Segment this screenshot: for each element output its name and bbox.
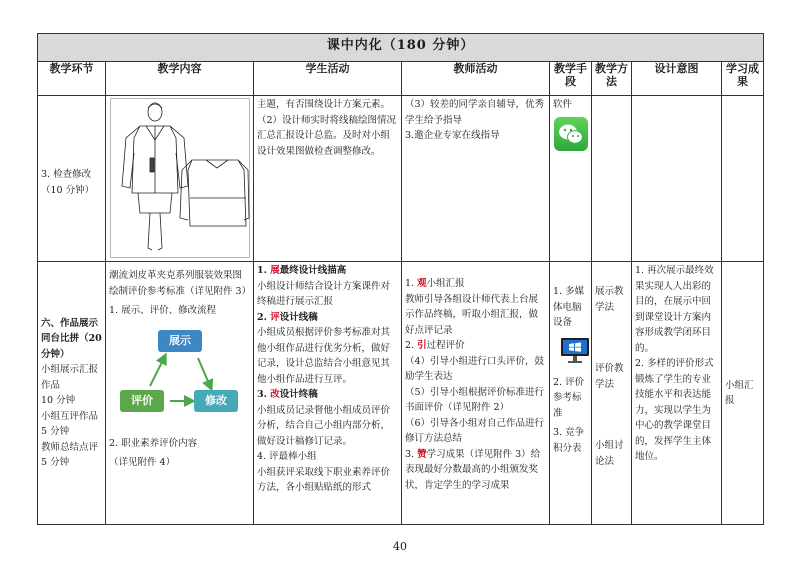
header-outcome: 学习成果 — [722, 62, 764, 96]
row1-content-cell — [106, 96, 254, 262]
row1-segment: 3. 检查修改（10 分钟） — [41, 169, 95, 196]
header-segment: 教学环节 — [38, 62, 106, 96]
header-student: 学生活动 — [254, 62, 402, 96]
row1-student-line: 主题，有否围绕设计方案元素。 — [257, 99, 391, 110]
diagram-revise-box: 修改 — [194, 390, 238, 412]
row2-student-cell — [254, 262, 402, 525]
header-means: 教学手段 — [550, 62, 592, 96]
row2-intent-cell — [632, 262, 722, 525]
row2-segment-line: 小组展示汇报作品 — [41, 364, 99, 391]
student-p1: 小组设计师结合设计方案课件对终稿进行展示汇报 — [257, 280, 391, 307]
row1-intent-cell — [632, 96, 722, 262]
row1-teacher-cell — [402, 96, 550, 262]
means-item: 1. 多媒体电脑设备 — [553, 286, 585, 328]
teacher-h1-rest: 小组汇报 — [426, 278, 465, 289]
teacher-p1: 教师引导各组设计师代表上台展示作品终稿，听取小组汇报，做好点评记录 — [405, 293, 539, 336]
row2-segment-line: 教师总结点评 5 分钟 — [41, 441, 99, 468]
student-h4: 4. 评最棒小组 — [257, 451, 317, 462]
teacher-h3-rest: 学习成果（详见附件 3）给表现最好分数最高的小组颁发奖状，肯定学生的学习成果 — [405, 448, 541, 491]
intent-item: 2. 多样的评价形式锻炼了学生的专业技能水平和表达能力，实现以学生为中心的教学课堂目的，发挥学生主体地位。 — [635, 358, 714, 462]
header-method: 教学方法 — [592, 62, 632, 96]
student-h3-keyword: 改 — [270, 389, 280, 400]
means-item: 3. 竞争积分表 — [553, 427, 585, 454]
row2-content-item2-note: （详见附件 4） — [109, 457, 176, 468]
header-content: 教学内容 — [106, 62, 254, 96]
student-p3: 小组成员记录督他小组成员评价分析，结合自己小组内部分析，做好设计稿修订记录。 — [257, 404, 391, 447]
table-row — [38, 96, 764, 262]
row2-content-item2: 2. 职业素养评价内容 — [109, 437, 198, 449]
intent-item: 1. 再次展示最终效果实现人人出彩的目的，在展示中回到课堂设计方案内容形成教学闭环目的。 — [635, 265, 714, 354]
student-h2-keyword: 评 — [270, 311, 280, 323]
row2-content-cell — [106, 262, 254, 525]
page-number: 40 — [393, 540, 407, 553]
header-intent: 设计意图 — [632, 62, 722, 96]
teacher-h3-prefix: 3. — [405, 448, 418, 460]
teacher-h1-keyword: 观 — [417, 278, 427, 289]
diagram-show-box: 展示 — [158, 330, 202, 352]
teacher-h2-rest: 过程评价 — [426, 340, 465, 351]
row2-outcome-cell — [722, 262, 764, 525]
student-h1-rest: 最终设计线描高 — [279, 265, 347, 276]
teacher-p2c: （6）引导各小组对自己作品进行修订方法总结 — [405, 417, 545, 444]
row1-means-label: 软件 — [553, 99, 573, 110]
student-p4: 小组获评采取线下职业素养评价方法，各小组贴贴纸的形式 — [257, 466, 391, 493]
student-h3-prefix: 3. — [257, 389, 271, 400]
student-h2-prefix: 2. — [257, 311, 271, 323]
row2-segment-line: 10 分钟 — [41, 395, 76, 406]
row2-means-cell — [550, 262, 592, 525]
jacket-sketch-image — [110, 98, 250, 258]
wechat-icon — [554, 117, 588, 151]
diagram-evaluate-box: 评价 — [120, 390, 164, 412]
student-h3-rest: 设计终稿 — [279, 389, 318, 400]
header-teacher: 教师活动 — [402, 62, 550, 96]
teacher-p2a: （4）引导小组进行口头评价，鼓励学生表达 — [405, 355, 545, 382]
method-item: 评价教学法 — [595, 363, 624, 390]
lesson-plan-table — [37, 33, 764, 525]
row2-segment-line: 小组互评作品 5 分钟 — [41, 410, 99, 437]
student-h1-prefix: 1. — [257, 265, 271, 276]
row1-teacher-line: （3）较差的同学亲自辅导，优秀学生给予指导 — [405, 99, 545, 126]
row1-outcome-cell — [722, 96, 764, 262]
means-item: 2. 评价参考标准 — [553, 376, 585, 419]
row1-method-cell — [592, 96, 632, 262]
row1-student-cell — [254, 96, 402, 262]
row1-means-cell — [550, 96, 592, 262]
workflow-diagram — [120, 330, 240, 425]
row1-teacher-line: 3.邀企业专家在线指导 — [405, 130, 500, 141]
method-item: 展示教学法 — [595, 286, 624, 313]
table-row — [38, 262, 764, 525]
teacher-h2-keyword: 引 — [417, 340, 427, 351]
row2-method-cell — [592, 262, 632, 525]
teacher-h3-keyword: 赞 — [417, 448, 427, 460]
student-p2: 小组成员根据评价参考标准对其他小组作品进行优劣分析，做好记录，设计总监结合小组意见其他小组作品进行互评。 — [257, 327, 391, 385]
student-h1-keyword: 展 — [270, 265, 280, 276]
teacher-p2b: （5）引导小组根据评价标准进行书面评价（详见附件 2） — [405, 386, 545, 413]
row2-segment-cell — [38, 262, 106, 525]
row2-content-item1: 1. 展示、评价、修改流程 — [109, 305, 217, 316]
row2-outcome: 小组汇报 — [725, 379, 754, 406]
student-h2-rest: 设计线稿 — [279, 311, 318, 323]
teacher-h1-prefix: 1. — [405, 278, 418, 289]
monitor-icon — [560, 336, 590, 366]
row2-segment-title: 六、作品展示同台比拼（20 分钟） — [41, 317, 102, 360]
table-title: 课中内化（180 分钟） — [38, 34, 764, 62]
row1-segment-cell — [38, 96, 106, 262]
row2-teacher-cell — [402, 262, 550, 525]
row2-content-intro: 潮流刘皮革夹克系列服装效果图绘制评价参考标准（详见附件 3） — [109, 270, 252, 297]
teacher-h2-prefix: 2. — [405, 340, 418, 351]
row1-student-line: （2）设计师实时将线稿绘图情况汇总汇报设计总监。及时对小组设计效果图做检查调整修改。 — [257, 114, 397, 157]
method-item: 小组讨论法 — [595, 440, 624, 467]
